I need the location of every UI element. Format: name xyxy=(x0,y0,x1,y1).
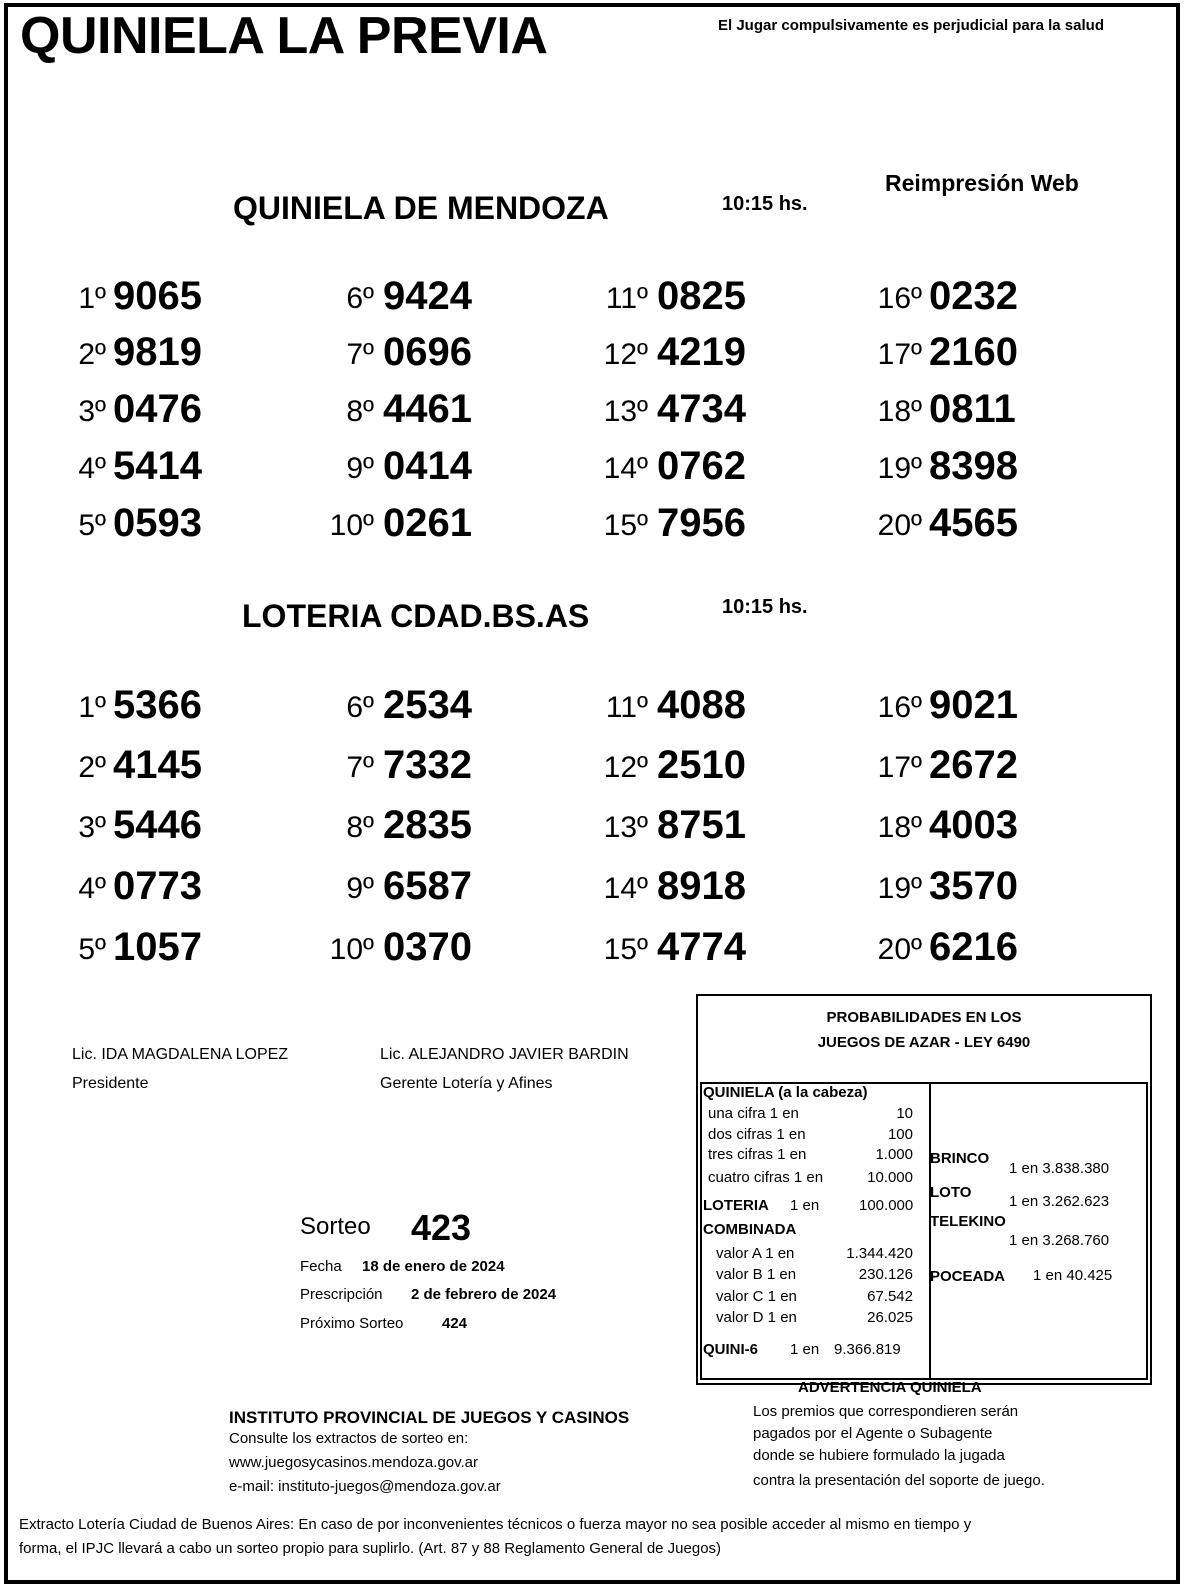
result-number: 0476 xyxy=(113,387,202,431)
result-number: 8751 xyxy=(657,803,746,847)
result-position: 7º xyxy=(346,751,374,784)
result-number: 5414 xyxy=(113,444,202,488)
section-time-loteria: 10:15 hs. xyxy=(722,596,808,618)
combinada-odds-label: valor A 1 en xyxy=(716,1245,795,1262)
page-title: QUINIELA LA PREVIA xyxy=(20,7,548,65)
telekino-value: 1 en 3.268.760 xyxy=(1009,1232,1110,1249)
result-position: 20º xyxy=(877,933,922,966)
result-position: 15º xyxy=(603,933,648,966)
result-position: 8º xyxy=(346,395,374,428)
result-position: 19º xyxy=(877,452,922,485)
result-position: 12º xyxy=(603,751,648,784)
result-number: 1057 xyxy=(113,925,202,969)
loto-value: 1 en 3.262.623 xyxy=(1009,1193,1110,1210)
result-number: 2835 xyxy=(383,803,472,847)
brinco-value: 1 en 3.838.380 xyxy=(1009,1160,1110,1177)
quini6-odds: 1 en xyxy=(790,1341,820,1358)
prescripcion-value: 2 de febrero de 2024 xyxy=(411,1286,557,1303)
result-number: 2160 xyxy=(929,330,1018,374)
result-position: 4º xyxy=(78,872,106,905)
result-number: 5366 xyxy=(113,683,202,727)
result-position: 11º xyxy=(605,691,648,724)
poceada-label: POCEADA xyxy=(930,1268,1006,1285)
result-position: 4º xyxy=(78,452,106,485)
result-number: 4461 xyxy=(383,387,472,431)
result-position: 10º xyxy=(329,933,374,966)
result-number: 2672 xyxy=(929,743,1018,787)
advertencia-line-1: Los premios que correspondieren serán xyxy=(753,1403,1019,1420)
probabilities-title-2: JUEGOS DE AZAR - LEY 6490 xyxy=(817,1034,1031,1051)
combinada-label: COMBINADA xyxy=(703,1221,797,1238)
combinada-odds-label: valor D 1 en xyxy=(716,1309,797,1326)
result-position: 1º xyxy=(78,691,106,724)
prescripcion-label: Prescripción xyxy=(300,1286,383,1303)
result-position: 17º xyxy=(877,751,922,784)
brinco-label: BRINCO xyxy=(930,1150,990,1167)
result-position: 1º xyxy=(78,282,106,315)
combinada-odds-value: 67.542 xyxy=(867,1288,913,1305)
result-number: 6216 xyxy=(929,925,1018,969)
result-number: 6587 xyxy=(383,864,472,908)
result-number: 0370 xyxy=(383,925,472,969)
signature-left-name: Lic. IDA MAGDALENA LOPEZ xyxy=(72,1046,289,1063)
result-position: 16º xyxy=(877,691,922,724)
result-number: 4565 xyxy=(929,501,1018,545)
result-number: 0762 xyxy=(657,444,746,488)
result-number: 2510 xyxy=(657,743,746,787)
advertencia-title: ADVERTENCIA QUINIELA xyxy=(798,1379,982,1396)
result-position: 10º xyxy=(329,509,374,542)
result-position: 2º xyxy=(78,751,106,784)
result-position: 3º xyxy=(78,811,106,844)
result-position: 16º xyxy=(877,282,922,315)
combinada-odds-label: valor C 1 en xyxy=(716,1288,797,1305)
result-position: 9º xyxy=(346,872,374,905)
poceada-value: 1 en 40.425 xyxy=(1033,1267,1113,1284)
combinada-odds-value: 26.025 xyxy=(867,1309,913,1326)
result-position: 15º xyxy=(603,509,648,542)
signature-left-role: Presidente xyxy=(72,1075,149,1092)
quini6-value: 9.366.819 xyxy=(834,1341,901,1358)
quiniela-odds-label: tres cifras 1 en xyxy=(708,1146,807,1163)
combinada-odds-value: 230.126 xyxy=(858,1266,913,1283)
result-number: 0811 xyxy=(929,387,1016,431)
result-number: 9065 xyxy=(113,274,202,318)
result-number: 8398 xyxy=(929,444,1018,488)
result-position: 12º xyxy=(603,338,648,371)
institute-email: e-mail: instituto-juegos@mendoza.gov.ar xyxy=(229,1478,501,1495)
result-number: 0773 xyxy=(113,864,202,908)
loteria-odds: 1 en xyxy=(790,1197,820,1214)
result-number: 8918 xyxy=(657,864,746,908)
loteria-label: LOTERIA xyxy=(703,1197,769,1214)
result-position: 3º xyxy=(78,395,106,428)
result-position: 6º xyxy=(346,282,374,315)
result-number: 0593 xyxy=(113,501,202,545)
signature-right-role: Gerente Lotería y Afines xyxy=(380,1075,553,1092)
section-time-mendoza: 10:15 hs. xyxy=(722,193,808,215)
result-number: 4734 xyxy=(657,387,746,431)
result-position: 20º xyxy=(877,509,922,542)
result-number: 9819 xyxy=(113,330,202,374)
probabilities-title-1: PROBABILIDADES EN LOS xyxy=(826,1009,1022,1026)
quiniela-odds-label: cuatro cifras 1 en xyxy=(708,1169,824,1186)
institute-line-1: Consulte los extractos de sorteo en: xyxy=(229,1430,469,1447)
draw-label: Sorteo xyxy=(300,1213,371,1240)
proximo-label: Próximo Sorteo xyxy=(300,1315,404,1332)
result-position: 18º xyxy=(877,811,922,844)
result-number: 5446 xyxy=(113,803,202,847)
result-number: 4088 xyxy=(657,683,746,727)
institute-name: INSTITUTO PROVINCIAL DE JUEGOS Y CASINOS xyxy=(229,1408,630,1427)
health-warning: El Jugar compulsivamente es perjudicial para la salud xyxy=(718,17,1104,34)
fecha-label: Fecha xyxy=(300,1258,342,1275)
result-position: 18º xyxy=(877,395,922,428)
result-number: 0232 xyxy=(929,274,1018,318)
advertencia-line-3: donde se hubiere formulado la jugada xyxy=(753,1447,1005,1464)
result-position: 5º xyxy=(78,933,106,966)
probabilities-divider xyxy=(929,1083,931,1379)
telekino-label: TELEKINO xyxy=(930,1213,1006,1230)
result-number: 2534 xyxy=(383,683,472,727)
result-number: 7956 xyxy=(657,501,746,545)
quiniela-odds-value: 10 xyxy=(896,1105,913,1122)
result-position: 14º xyxy=(603,452,648,485)
section-title-loteria: LOTERIA CDAD.BS.AS xyxy=(242,598,590,634)
draw-number: 423 xyxy=(411,1207,472,1248)
fecha-value: 18 de enero de 2024 xyxy=(362,1258,505,1275)
combinada-odds-value: 1.344.420 xyxy=(846,1245,913,1262)
result-position: 5º xyxy=(78,509,106,542)
section-title-mendoza: QUINIELA DE MENDOZA xyxy=(233,190,609,226)
result-number: 0414 xyxy=(383,444,472,488)
quiniela-odds-value: 1.000 xyxy=(875,1146,913,1163)
result-number: 3570 xyxy=(929,864,1018,908)
loteria-value: 100.000 xyxy=(859,1197,914,1214)
result-number: 9424 xyxy=(383,274,472,318)
result-position: 17º xyxy=(877,338,922,371)
quiniela-odds-value: 100 xyxy=(887,1126,913,1143)
result-position: 9º xyxy=(346,452,374,485)
result-number: 0825 xyxy=(657,274,746,318)
result-number: 4774 xyxy=(657,925,746,969)
loto-label: LOTO xyxy=(930,1184,972,1201)
result-position: 11º xyxy=(605,282,648,315)
proximo-value: 424 xyxy=(442,1315,468,1332)
advertencia-line-2: pagados por el Agente o Subagente xyxy=(753,1425,993,1442)
quini6-label: QUINI-6 xyxy=(703,1341,759,1358)
result-position: 13º xyxy=(603,811,648,844)
quiniela-odds-label: dos cifras 1 en xyxy=(708,1126,806,1143)
combinada-odds-label: valor B 1 en xyxy=(716,1266,797,1283)
result-number: 4219 xyxy=(657,330,746,374)
result-position: 8º xyxy=(346,811,374,844)
result-number: 4145 xyxy=(113,743,202,787)
result-number: 0696 xyxy=(383,330,472,374)
reprint-label: Reimpresión Web xyxy=(885,170,1079,196)
institute-website: www.juegosycasinos.mendoza.gov.ar xyxy=(229,1454,479,1471)
result-position: 2º xyxy=(78,338,106,371)
result-number: 0261 xyxy=(383,501,472,545)
result-position: 13º xyxy=(603,395,648,428)
result-position: 6º xyxy=(346,691,374,724)
result-number: 7332 xyxy=(383,743,472,787)
result-position: 19º xyxy=(877,872,922,905)
quiniela-odds-label: una cifra 1 en xyxy=(708,1105,799,1122)
result-number: 4003 xyxy=(929,803,1018,847)
result-position: 7º xyxy=(346,338,374,371)
footer-line-1: Extracto Lotería Ciudad de Buenos Aires: En caso de por inconvenientes técnicos o fuerza mayor no sea posible acceder al mismo en tiempo y xyxy=(19,1516,972,1533)
quiniela-head: QUINIELA (a la cabeza) xyxy=(703,1084,868,1101)
advertencia-line-4: contra la presentación del soporte de juego. xyxy=(753,1472,1045,1489)
result-position: 14º xyxy=(603,872,648,905)
result-number: 9021 xyxy=(929,683,1018,727)
quiniela-odds-value: 10.000 xyxy=(867,1169,913,1186)
footer-line-2: forma, el IPJC llevará a cabo un sorteo propio para suplirlo. (Art. 87 y 88 Reglamento General de Juegos) xyxy=(19,1540,722,1557)
signature-right-name: Lic. ALEJANDRO JAVIER BARDIN xyxy=(380,1046,629,1063)
